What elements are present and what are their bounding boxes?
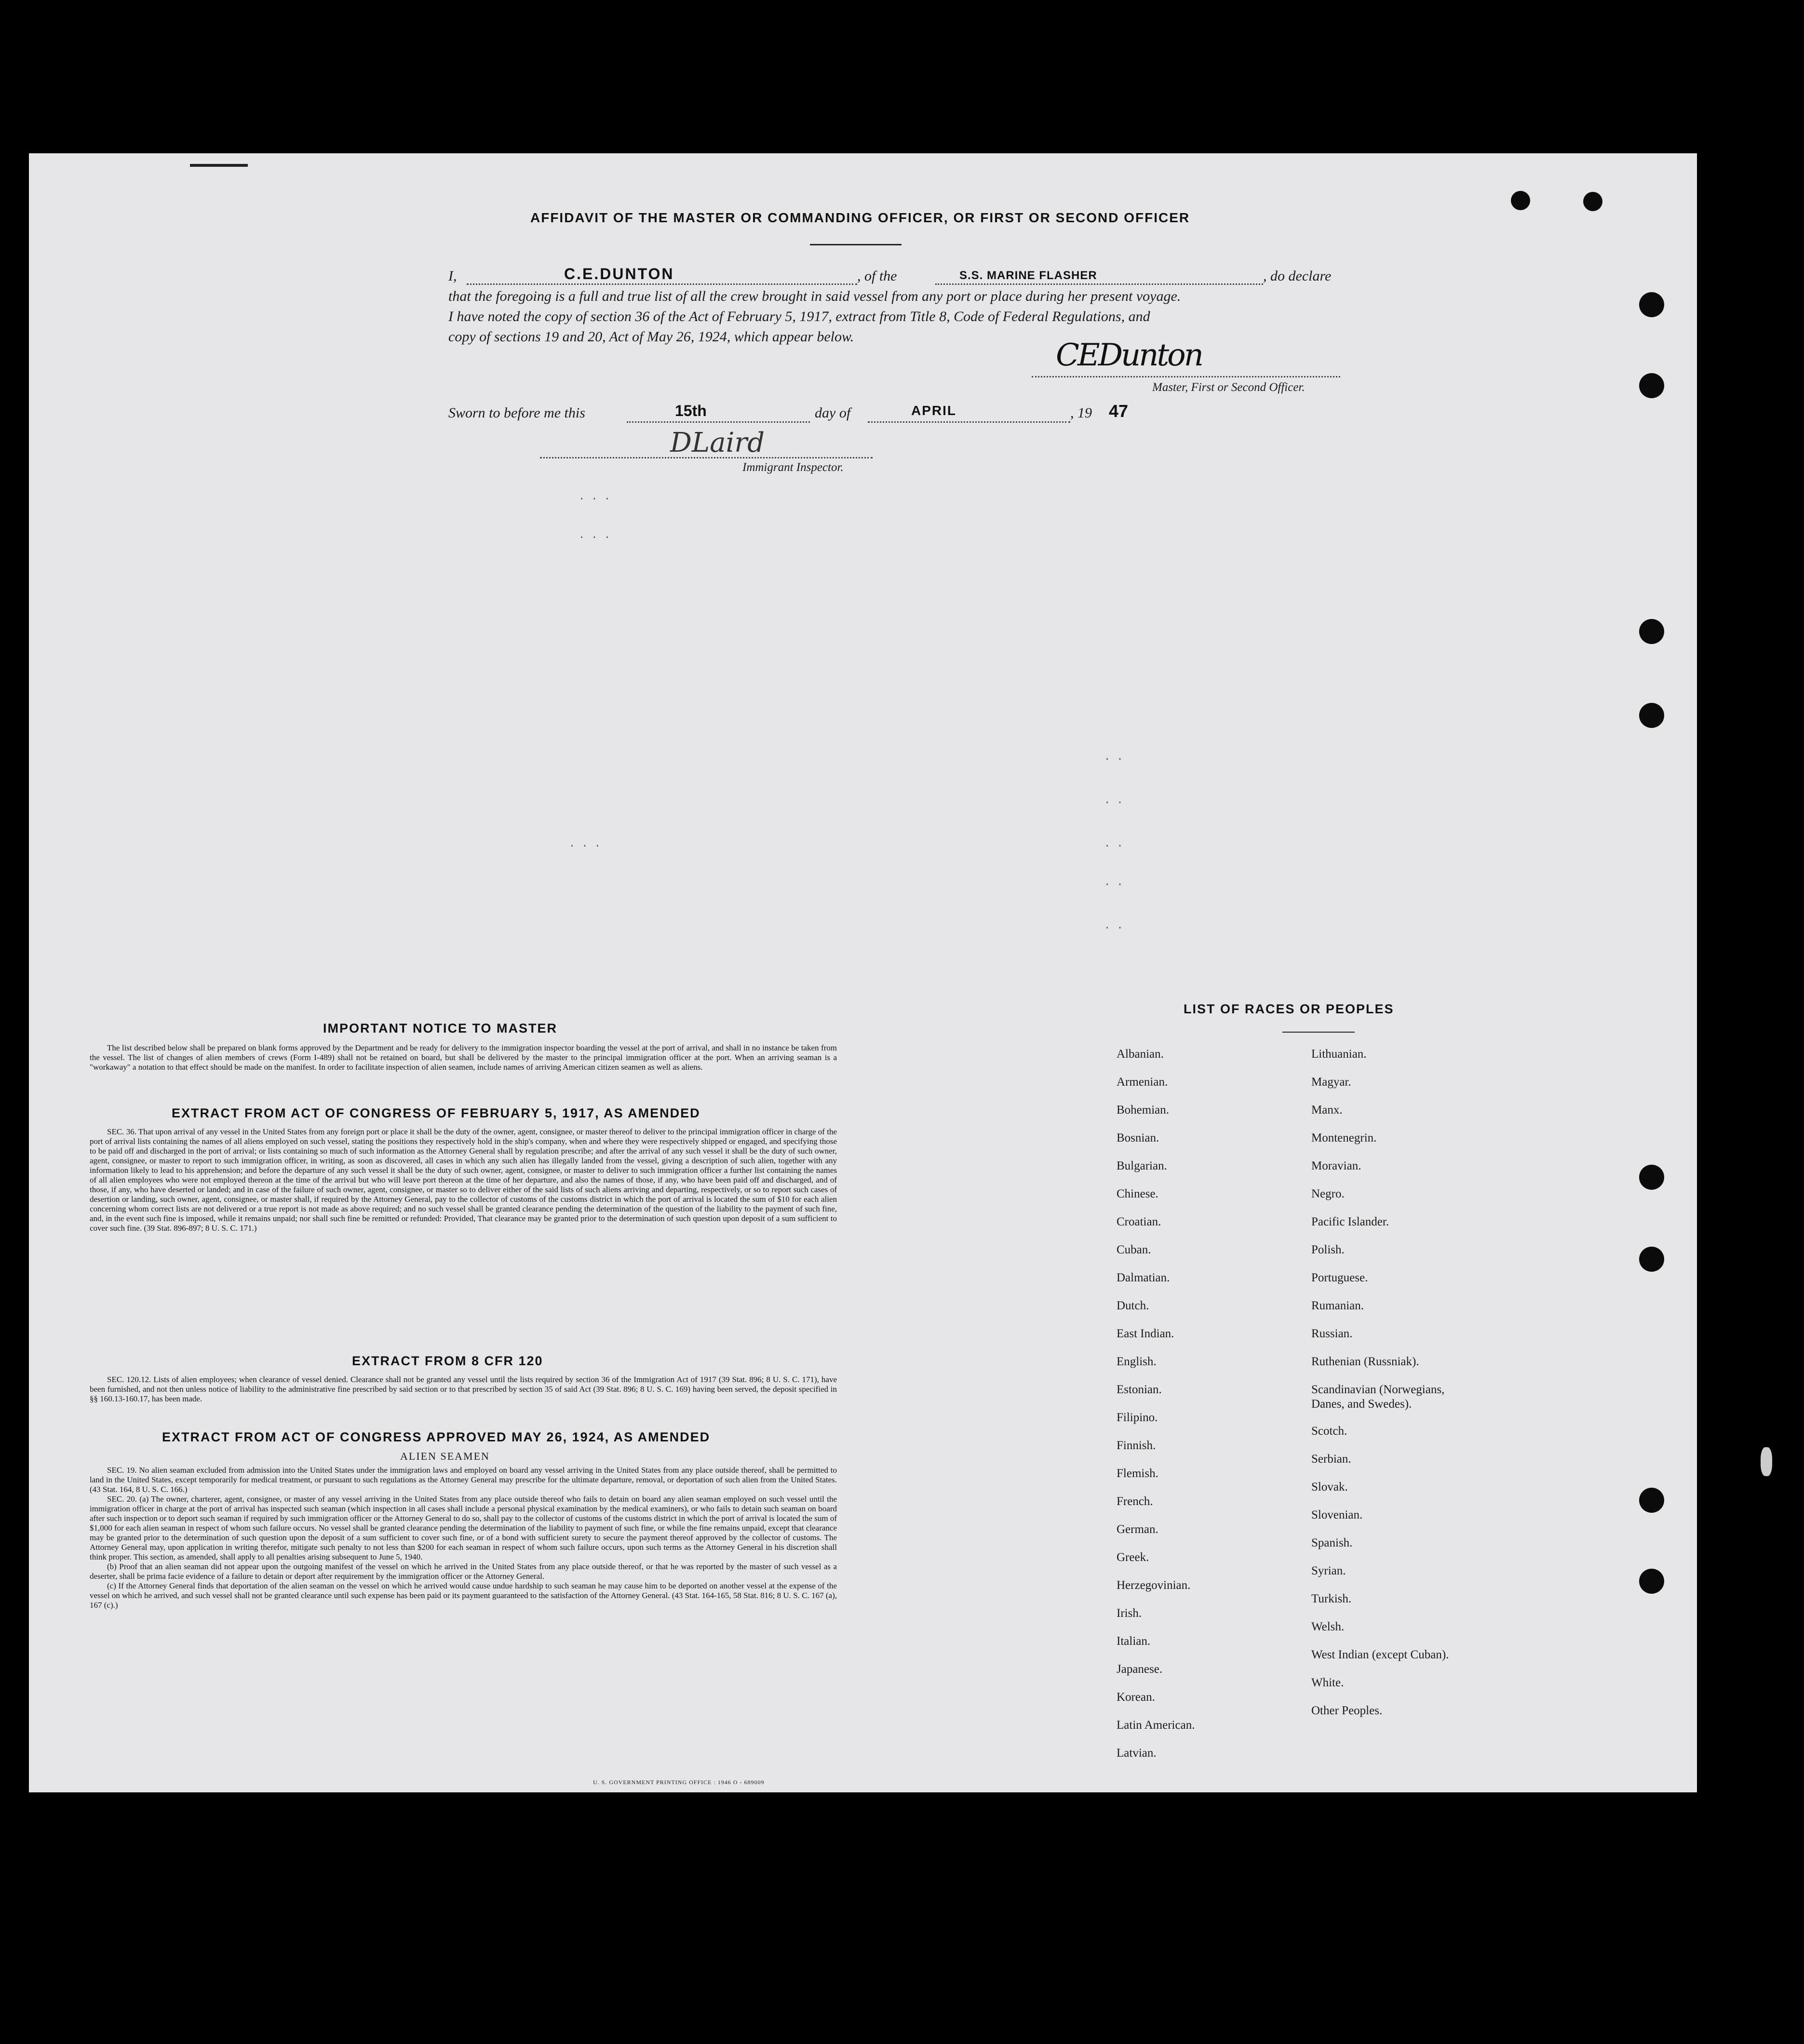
race-item: German. — [1117, 1523, 1158, 1536]
race-item: Dutch. — [1117, 1299, 1149, 1312]
document-page — [29, 153, 1697, 1792]
race-item: French. — [1117, 1495, 1153, 1508]
extract-1924-paragraph: SEC. 19. No alien seaman excluded from admission into the United States under the immigration laws and employed on board any vessel arriving in the United States from any place outside thereof, shall be permitted to land in the United States, except temporarily for medical treatment, or pursuant to such regulations as the Attorney General may prescribe for the ultimate departure, removal, or deportation of such alien from the United States. (43 Stat. 164, 8 U. S. C. 166.) — [90, 1466, 837, 1494]
race-item: Moravian. — [1311, 1159, 1361, 1172]
affidavit-declare: , do declare — [1263, 268, 1332, 284]
race-item: Scotch. — [1311, 1425, 1347, 1438]
punch-hole — [1639, 1165, 1664, 1190]
punch-hole — [1639, 1247, 1664, 1272]
race-item: Bosnian. — [1117, 1131, 1159, 1144]
race-item: Slovak. — [1311, 1480, 1348, 1493]
affidavit-i: I, — [448, 268, 457, 284]
extract-1924-subtitle: ALIEN SEAMEN — [400, 1450, 490, 1462]
corner-mark — [190, 164, 248, 167]
race-item: Manx. — [1311, 1103, 1343, 1116]
race-item: English. — [1117, 1355, 1157, 1368]
affidavit-title: AFFIDAVIT OF THE MASTER OR COMMANDING OFFICER, OR FIRST OR SECOND OFFICER — [530, 210, 1190, 225]
race-item: Other Peoples. — [1311, 1704, 1383, 1717]
race-item: Montenegrin. — [1311, 1131, 1377, 1144]
faint-marks: . . — [1104, 838, 1123, 850]
race-item: Bulgarian. — [1117, 1159, 1167, 1172]
race-item: Bohemian. — [1117, 1103, 1170, 1116]
faint-marks: . . . — [579, 529, 611, 541]
torn-edge-mark — [1761, 1447, 1772, 1476]
affidavit-of-the: , of the — [857, 268, 897, 284]
race-item: Herzegovinian. — [1117, 1579, 1191, 1592]
sworn-day: 15th — [675, 402, 707, 419]
races-left-column — [1117, 1040, 1195, 1767]
title-underline — [810, 244, 902, 245]
inspector-line — [540, 457, 873, 458]
race-item: East Indian. — [1117, 1327, 1174, 1340]
race-item: Latvian. — [1117, 1747, 1157, 1760]
punch-hole — [1639, 1569, 1664, 1594]
race-item: Latin American. — [1117, 1719, 1195, 1732]
extract-1924-text — [90, 1466, 837, 1610]
sworn-day-field — [627, 421, 810, 423]
extract-1917-paragraph: SEC. 36. That upon arrival of any vessel in the United States from any foreign port or place it shall be the duty of the owner, agent, consignee, or master thereof to deliver to the principal immigration officer in charge of the port of arrival lists containing the names of all aliens employed on such vessel, stating the positions they respectively hold in the ship's company, when and where they were respectively shipped or engaged, and specifying those to be paid off and discharged in the port of arrival; or lists containing so much of such information as the Attorney General shall by regulation prescribe; and after the arrival of any such vessel it shall be the duty of such owner, agent, consignee, or master to report to such immigration officer, in writing, as soon as discovered, all cases in which any such alien has illegally landed from the vessel, giving a description of such alien, together with any information likely to lead to his apprehension; and before the departure of any such vessel it shall be the duty of such owner, agent, consignee, or master to deliver to such immigration officer a further list containing the names of all alien employees who were not employed thereon at the time of the arrival but who will leave port thereon at the time of her departure, and also the names of those, if any, who have been paid off and discharged, and of those, if any, who have deserted or landed; and in case of the failure of such owner, agent, consignee, or master so to deliver either of the said lists of such aliens arriving and departing, respectively, or so to report such cases of desertion or landing, such owner, agent, consignee, or master shall, if required by the Attorney General, pay to the collector of customs of the customs district in which the port of arrival is located the sum of $10 for each alien concerning whom correct lists are not delivered or a true report is not made as above required; and no such vessel shall be granted clearance pending the determination of the question of the liability to the payment of such fine, and, in the event such fine is imposed, while it remains unpaid; nor shall such fine be remitted or refunded: Provided, That clearance may be granted prior to the determination of such question upon deposit of a sum sufficient to cover such fine. (39 Stat. 896-897; 8 U. S. C. 171.) — [90, 1127, 837, 1233]
sworn-prefix: Sworn to before me this — [448, 405, 585, 421]
affidavit-line-4: copy of sections 19 and 20, Act of May 26, 1924, which appear below. — [448, 329, 854, 345]
inspector-signature: DLaird — [670, 427, 765, 458]
master-name: C.E.DUNTON — [564, 265, 674, 282]
race-item: Finnish. — [1117, 1439, 1156, 1452]
vessel-name: S.S. MARINE FLASHER — [959, 269, 1097, 282]
faint-marks: . . — [1104, 751, 1123, 763]
race-item: Estonian. — [1117, 1383, 1162, 1396]
race-item: Welsh. — [1311, 1620, 1345, 1633]
punch-hole — [1639, 619, 1664, 644]
punch-hole — [1639, 1488, 1664, 1513]
signature-line — [1032, 376, 1340, 377]
affidavit-line-3: I have noted the copy of section 36 of the Act of February 5, 1917, extract from Title 8, Code of Federal Regulations, and — [448, 309, 1150, 324]
race-item: Negro. — [1311, 1187, 1345, 1200]
inspector-caption: Immigrant Inspector. — [742, 461, 844, 474]
faint-marks: . . . — [579, 491, 611, 503]
extract-1924-paragraph: (c) If the Attorney General finds that deportation of the alien seaman on the vessel on which he arrived would cause undue hardship to such seaman he may cause him to be deported on another vessel at the expense of the vessel on which he arrived, and such vessel shall not be granted clearance until such expense has been paid or its payment guaranteed to the satisfaction of the Attorney General. (43 Stat. 164-165, 58 Stat. 816; 8 U. S. C. 167 (a), 167 (c).) — [90, 1581, 837, 1610]
master-signature: CEDunton — [1056, 337, 1202, 373]
races-title-underline — [1282, 1032, 1355, 1033]
race-item: Dalmatian. — [1117, 1271, 1170, 1284]
extract-8cfr-paragraph: SEC. 120.12. Lists of alien employees; when clearance of vessel denied. Clearance shall not be granted any vessel until the lists required by section 36 of the Immigration Act of 1917 (39 Stat. 896; 8 U. S. C. 171), have been furnished, and not then unless notice of liability to the administrative fine prescribed by said section or to that prescribed by section 35 of said Act (39 Stat. 896; 8 U. S. C. 169) having been served, the deposit specified in §§ 160.13-160.17, has been made. — [90, 1375, 837, 1403]
signature-caption: Master, First or Second Officer. — [1152, 381, 1305, 394]
punch-hole — [1639, 703, 1664, 728]
race-item: Turkish. — [1311, 1592, 1352, 1605]
race-item: Portuguese. — [1311, 1271, 1368, 1284]
race-item: White. — [1311, 1676, 1344, 1689]
extract-8cfr-text — [90, 1375, 837, 1404]
extract-8cfr-title: EXTRACT FROM 8 CFR 120 — [352, 1354, 543, 1368]
race-item: Spanish. — [1311, 1536, 1353, 1549]
race-item: Italian. — [1117, 1635, 1151, 1648]
extract-1924-paragraph: (b) Proof that an alien seaman did not appear upon the outgoing manifest of the vessel on which he arrived in the United States from any place outside thereof, or that he was reported by the master of such vessel as a deserter, shall be prima facie evidence of a failure to detain or deport after requirement by the immigration officer or the Attorney General. — [90, 1562, 837, 1581]
race-item: West Indian (except Cuban). — [1311, 1648, 1449, 1661]
faint-marks: . . — [1104, 876, 1123, 888]
race-item: Chinese. — [1117, 1187, 1158, 1200]
race-item: Pacific Islander. — [1311, 1215, 1389, 1228]
race-item: Scandinavian (Norwegians, Danes, and Swedes). — [1311, 1383, 1445, 1411]
races-title: LIST OF RACES OR PEOPLES — [1184, 1002, 1394, 1016]
race-item: Lithuanian. — [1311, 1048, 1367, 1061]
race-item: Flemish. — [1117, 1467, 1158, 1480]
sworn-month-field — [868, 421, 1070, 423]
faint-marks: . . — [1104, 794, 1123, 807]
race-item: Slovenian. — [1311, 1508, 1363, 1521]
race-item: Japanese. — [1117, 1663, 1163, 1676]
race-item: Polish. — [1311, 1243, 1345, 1256]
punch-hole — [1583, 192, 1602, 211]
notice-paragraph: The list described below shall be prepared on blank forms approved by the Department and be ready for delivery to the immigration inspector boarding the vessel at the port of arrival, and shall in no instance be taken from the vessel. The list of changes of alien members of crews (Form I-489) shall not be retained on board, but shall be delivered by the master to the principal immigration officer at the port. When an arriving seaman is a "workaway" a notation to that effect should be made on the manifest. In order to facilitate inspection of alien seamen, include names of arriving American citizen seamen as well as aliens. — [90, 1043, 837, 1072]
faint-marks: . . — [1104, 920, 1123, 932]
notice-title: IMPORTANT NOTICE TO MASTER — [323, 1021, 557, 1035]
sworn-month: APRIL — [911, 403, 956, 418]
race-item: Cuban. — [1117, 1243, 1151, 1256]
notice-text — [90, 1043, 837, 1072]
punch-hole — [1511, 191, 1530, 210]
race-item: Korean. — [1117, 1691, 1155, 1704]
punch-hole — [1639, 373, 1664, 398]
punch-hole — [1639, 292, 1664, 317]
race-item: Croatian. — [1117, 1215, 1161, 1228]
vessel-name-field — [935, 283, 1263, 285]
sworn-year-prefix: , 19 — [1070, 405, 1092, 421]
extract-1924-paragraph: SEC. 20. (a) The owner, charterer, agent, consignee, or master of any vessel arriving in the United States from any place outside thereof who fails to detain on board any alien seaman employed on such vessel until the immigration officer in charge at the port of arrival has inspected such seaman (which inspection in all cases shall include a personal physical examination by the medical examiners), or who fails to detain such seaman on board after such inspection or to deport such seaman if required by such immigration officer or the Attorney General to do so, shall pay to the collector of customs of the customs district in which the port of arrival is located the sum of $1,000 for each alien seaman in respect of whom such failure occurs. No vessel shall be granted clearance pending the determination of the liability to payment of such fine, or while the fine remains unpaid, except that clearance may be granted prior to the determination of such question upon the deposit of a sum sufficient to cover such fine, or of a bond with sufficient surety to secure the payment thereof approved by the collector of customs. The Attorney General may, upon application in writing therefor, mitigate such penalty to not less than $200 for each seaman in respect of whom such failure occurs, upon such terms as the Attorney General in his discretion shall think proper. This section, as amended, shall apply to all penalties arising subsequent to June 5, 1940. — [90, 1494, 837, 1561]
races-right-column — [1311, 1040, 1449, 1725]
extract-1917-text — [90, 1127, 837, 1233]
race-item: Rumanian. — [1311, 1299, 1364, 1312]
extract-1924-title: EXTRACT FROM ACT OF CONGRESS APPROVED MAY 26, 1924, AS AMENDED — [162, 1430, 711, 1444]
race-item: Filipino. — [1117, 1411, 1158, 1424]
extract-1917-title: EXTRACT FROM ACT OF CONGRESS OF FEBRUARY 5, 1917, AS AMENDED — [172, 1106, 700, 1120]
race-item: Irish. — [1117, 1607, 1142, 1620]
race-item: Serbian. — [1311, 1452, 1351, 1466]
race-item: Greek. — [1117, 1551, 1149, 1564]
race-item: Russian. — [1311, 1327, 1353, 1340]
race-item: Albanian. — [1117, 1048, 1164, 1061]
printer-imprint: U. S. GOVERNMENT PRINTING OFFICE : 1946 O - 689009 — [593, 1779, 765, 1786]
race-item: Magyar. — [1311, 1076, 1351, 1089]
faint-marks: . . . — [569, 838, 601, 850]
race-item: Ruthenian (Russniak). — [1311, 1355, 1419, 1368]
affidavit-line-2: that the foregoing is a full and true list of all the crew brought in said vessel from any port or place during her present voyage. — [448, 288, 1181, 304]
sworn-year: 47 — [1109, 401, 1129, 421]
sworn-day-of: day of — [815, 405, 851, 421]
race-item: Armenian. — [1117, 1076, 1168, 1089]
race-item: Syrian. — [1311, 1564, 1346, 1577]
master-name-field — [467, 283, 857, 285]
